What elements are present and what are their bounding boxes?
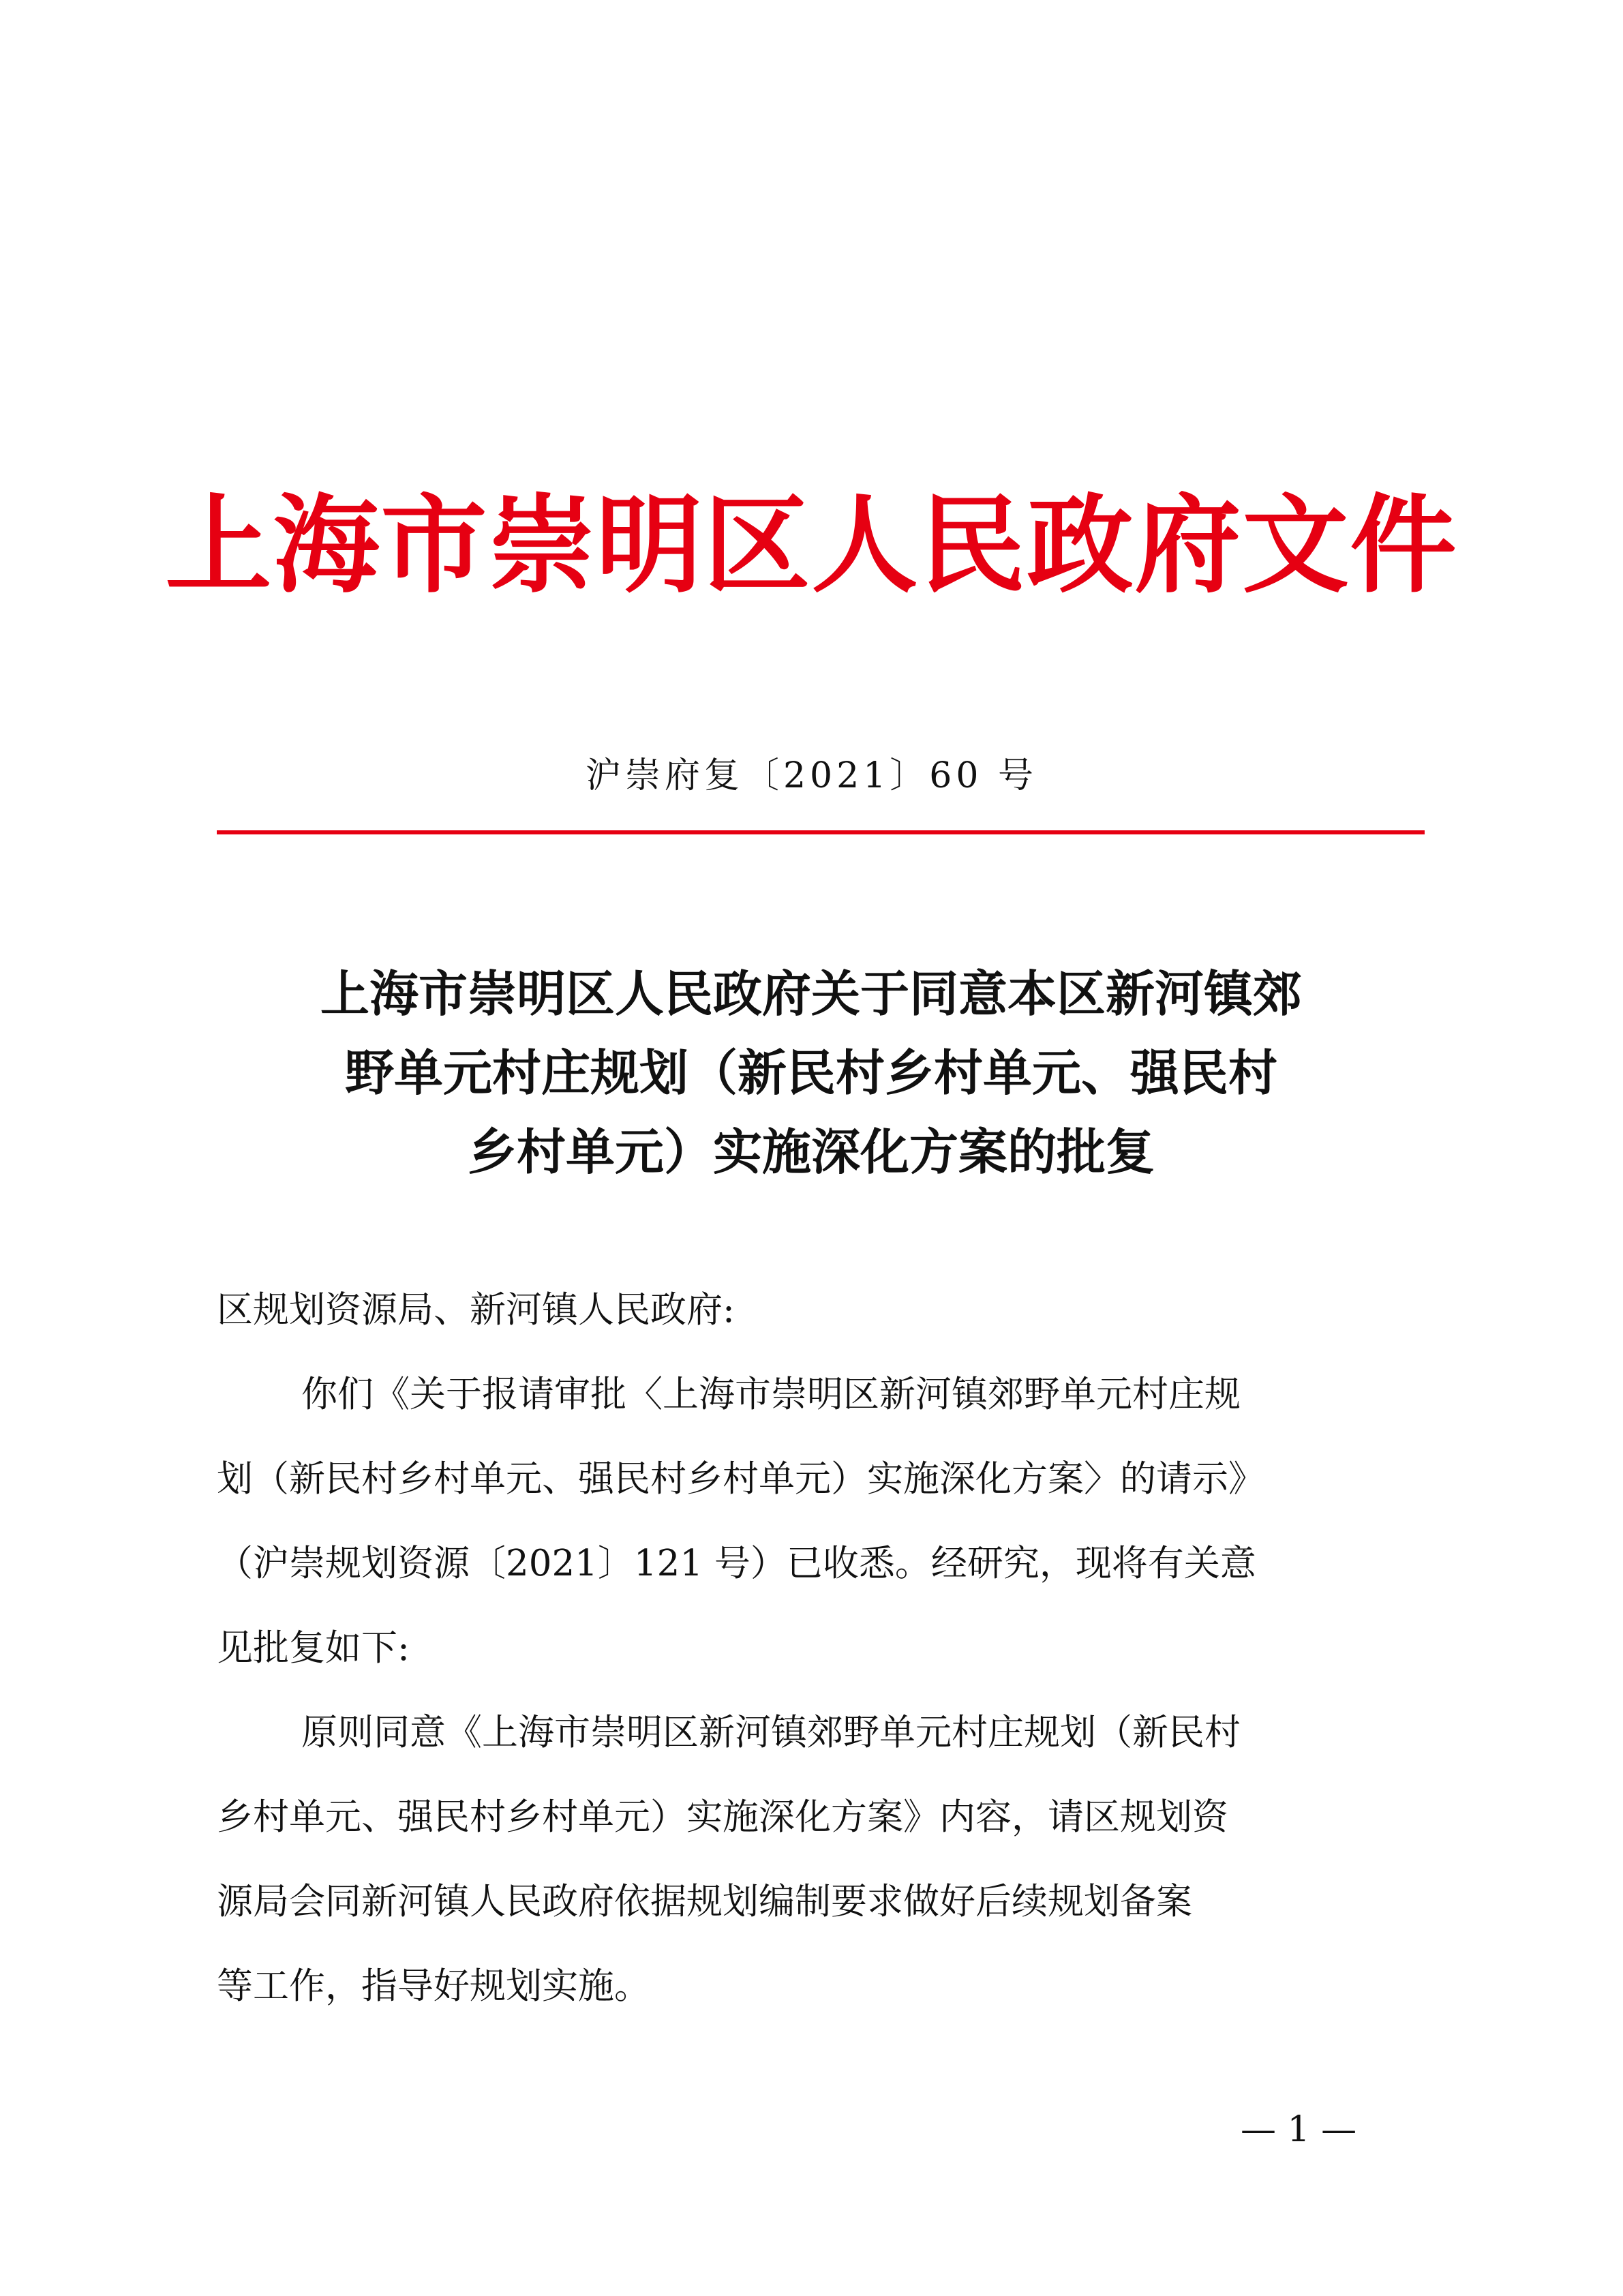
paragraph-line: 原则同意《上海市崇明区新河镇郊野单元村庄规划（新民村 [301,1712,1241,1753]
document-masthead: 上海市崇明区人民政府文件 [165,483,1458,607]
document-number: 沪崇府复〔2021〕60 号 [585,755,1038,796]
paragraph-approval [217,1691,1430,2029]
paragraph-line: 源局会同新河镇人民政府依据规划编制要求做好后续规划备案 [217,1881,1192,1922]
title-line: 上海市崇明区人民政府关于同意本区新河镇郊 [320,965,1302,1023]
paragraph-line: 你们《关于报请审批〈上海市崇明区新河镇郊野单元村庄规 [301,1374,1241,1415]
document-body [217,1268,1430,2029]
red-separator-rule [217,830,1425,834]
paragraph-line: 见批复如下: [217,1627,410,1669]
title-line: 野单元村庄规划（新民村乡村单元、强民村 [344,1044,1277,1102]
paragraph-line: 等工作，指导好规划实施。 [217,1965,650,2007]
title-line: 乡村单元）实施深化方案的批复 [467,1123,1155,1181]
paragraph-line: （沪崇规划资源〔2021〕121 号）已收悉。经研究，现将有关意 [217,1543,1256,1584]
paragraph-request-acknowledgement [217,1353,1430,1691]
paragraph-line: 划（新民村乡村单元、强民村乡村单元）实施深化方案〉的请示》 [217,1458,1264,1500]
page-number: — 1 — [1241,2109,1357,2150]
addressee: 区规划资源局、新河镇人民政府: [217,1289,735,1331]
paragraph-line: 乡村单元、强民村乡村单元）实施深化方案》内容，请区规划资 [217,1796,1228,1838]
document-title [204,954,1418,1192]
